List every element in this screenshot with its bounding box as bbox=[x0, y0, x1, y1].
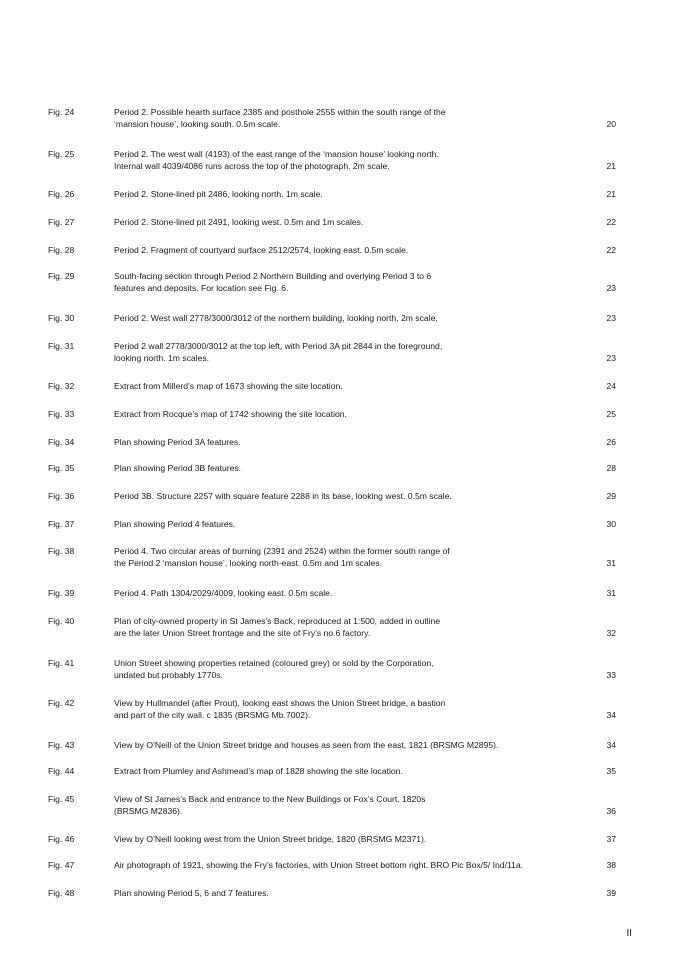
figure-caption bbox=[114, 859, 604, 871]
caption-line: looking north. 1m scales. bbox=[114, 353, 210, 363]
figure-caption bbox=[114, 312, 604, 324]
figure-number: Fig. 28 bbox=[48, 245, 75, 255]
figure-caption bbox=[114, 216, 604, 228]
figure-page-number: 28 bbox=[606, 463, 616, 473]
figure-caption bbox=[114, 380, 604, 392]
figure-number: Fig. 44 bbox=[48, 766, 75, 776]
caption-line: Period 2. Stone-lined pit 2491, looking west. 0.5m and 1m scales. bbox=[114, 217, 364, 227]
caption-line: Plan showing Period 5, 6 and 7 features. bbox=[114, 888, 269, 898]
figure-caption bbox=[114, 462, 604, 474]
figure-page-number: 30 bbox=[606, 519, 616, 529]
figure-number: Fig. 41 bbox=[48, 658, 75, 668]
figure-number: Fig. 26 bbox=[48, 189, 75, 199]
caption-line: and part of the city wall. c 1835 (BRSMG Mb.7002). bbox=[114, 710, 311, 720]
figure-page-number: 31 bbox=[606, 588, 616, 598]
figure-page-number: 37 bbox=[606, 834, 616, 844]
figure-caption bbox=[114, 490, 604, 502]
figure-number: Fig. 27 bbox=[48, 217, 75, 227]
figure-page-number: 23 bbox=[606, 313, 616, 323]
caption-line: the Period 2 ‘mansion house’, looking north-east. 0.5m and 1m scales. bbox=[114, 558, 382, 568]
figure-caption bbox=[114, 106, 604, 130]
caption-line: View by O’Neill of the Union Street bridge and houses as seen from the east, 1821 (BRSMG M2895). bbox=[114, 740, 499, 750]
figure-caption bbox=[114, 518, 604, 530]
figure-page-number: 20 bbox=[606, 119, 616, 129]
figure-page-number: 33 bbox=[606, 670, 616, 680]
figure-page-number: 24 bbox=[606, 381, 616, 391]
caption-line: Plan showing Period 3A features. bbox=[114, 437, 241, 447]
caption-line: Period 2. Possible hearth surface 2385 and posthole 2555 within the south range of the bbox=[114, 107, 446, 117]
caption-line: View by Hullmandel (after Prout), looking east shows the Union Street bridge, a bastion bbox=[114, 698, 446, 708]
figure-number: Fig. 47 bbox=[48, 860, 75, 870]
figure-number: Fig. 35 bbox=[48, 463, 75, 473]
figure-page-number: 29 bbox=[606, 491, 616, 501]
figure-number: Fig. 37 bbox=[48, 519, 75, 529]
caption-line: View by O’Neill looking west from the Union Street bridge, 1820 (BRSMG M2371). bbox=[114, 834, 427, 844]
caption-line: View of St James’s Back and entrance to the New Buildings or Fox’s Court, 1820s bbox=[114, 794, 426, 804]
figure-caption bbox=[114, 615, 604, 639]
figure-page-number: 31 bbox=[606, 558, 616, 568]
figure-number: Fig. 43 bbox=[48, 740, 75, 750]
figure-caption bbox=[114, 244, 604, 256]
figure-number: Fig. 39 bbox=[48, 588, 75, 598]
figure-number: Fig. 29 bbox=[48, 271, 75, 281]
caption-line: Period 2 wall 2778/3000/3012 at the top left, with Period 3A pit 2844 in the foreground, bbox=[114, 341, 443, 351]
figure-caption bbox=[114, 545, 604, 569]
caption-line: Air photograph of 1921, showing the Fry’s factories, with Union Street bottom right. BRO Pic Box/5/ Ind/11a. bbox=[114, 860, 524, 870]
caption-line: Period 2. The west wall (4193) of the east range of the ‘mansion house’ looking north. bbox=[114, 149, 439, 159]
caption-line: South-facing section through Period 2 Northern Building and overlying Period 3 to 6 bbox=[114, 271, 432, 281]
figure-page-number: 36 bbox=[606, 806, 616, 816]
figure-page-number: 22 bbox=[606, 245, 616, 255]
figure-caption bbox=[114, 657, 604, 681]
figure-page-number: 26 bbox=[606, 437, 616, 447]
figure-caption bbox=[114, 340, 604, 364]
figure-page-number: 35 bbox=[606, 766, 616, 776]
caption-line: Period 3B. Structure 2257 with square feature 2288 in its base, looking west. 0.5m scale. bbox=[114, 491, 452, 501]
figure-caption bbox=[114, 697, 604, 721]
figure-page-number: 34 bbox=[606, 710, 616, 720]
figure-number: Fig. 38 bbox=[48, 546, 75, 556]
figure-caption bbox=[114, 739, 604, 751]
figure-page-number: 22 bbox=[606, 217, 616, 227]
figure-number: Fig. 24 bbox=[48, 107, 75, 117]
figure-number: Fig. 33 bbox=[48, 409, 75, 419]
figure-number: Fig. 45 bbox=[48, 794, 75, 804]
figure-number: Fig. 30 bbox=[48, 313, 75, 323]
figure-caption bbox=[114, 270, 604, 294]
caption-line: Extract from Plumley and Ashmead’s map of 1828 showing the site location. bbox=[114, 766, 403, 776]
figure-caption bbox=[114, 408, 604, 420]
figure-page-number: 23 bbox=[606, 353, 616, 363]
figure-number: Fig. 32 bbox=[48, 381, 75, 391]
figure-number: Fig. 46 bbox=[48, 834, 75, 844]
figure-caption bbox=[114, 765, 604, 777]
figure-page-number: 39 bbox=[606, 888, 616, 898]
page-number: II bbox=[626, 928, 632, 939]
figure-caption bbox=[114, 148, 604, 172]
caption-line: Extract from Rocque’s map of 1742 showing the site location. bbox=[114, 409, 347, 419]
figure-page-number: 32 bbox=[606, 628, 616, 638]
caption-line: Internal wall 4039/4086 runs across the top of the photograph. 2m scale. bbox=[114, 161, 390, 171]
figure-number: Fig. 40 bbox=[48, 616, 75, 626]
figure-caption bbox=[114, 887, 604, 899]
figure-page-number: 34 bbox=[606, 740, 616, 750]
figure-page-number: 38 bbox=[606, 860, 616, 870]
caption-line: ‘mansion house’, looking south. 0.5m scale. bbox=[114, 119, 281, 129]
caption-line: Plan showing Period 3B features. bbox=[114, 463, 242, 473]
figure-page-number: 21 bbox=[606, 189, 616, 199]
figure-caption bbox=[114, 793, 604, 817]
caption-line: Period 2. Fragment of courtyard surface 2512/2574, looking east. 0.5m scale. bbox=[114, 245, 409, 255]
caption-line: features and deposits. For location see Fig. 6. bbox=[114, 283, 289, 293]
figure-caption bbox=[114, 587, 604, 599]
caption-line: undated but probably 1770s. bbox=[114, 670, 223, 680]
caption-line: Plan showing Period 4 features. bbox=[114, 519, 236, 529]
figure-caption bbox=[114, 188, 604, 200]
figure-number: Fig. 48 bbox=[48, 888, 75, 898]
figure-number: Fig. 34 bbox=[48, 437, 75, 447]
figure-caption bbox=[114, 436, 604, 448]
figure-page-number: 23 bbox=[606, 283, 616, 293]
figure-caption bbox=[114, 833, 604, 845]
caption-line: Period 4. Path 1304/2029/4009, looking east. 0.5m scale. bbox=[114, 588, 333, 598]
figure-number: Fig. 31 bbox=[48, 341, 75, 351]
caption-line: Period 2. Stone-lined pit 2486, looking north. 1m scale. bbox=[114, 189, 323, 199]
caption-line: are the later Union Street frontage and the site of Fry’s no.6 factory. bbox=[114, 628, 371, 638]
caption-line: Period 2. West wall 2778/3000/3012 of the northern building, looking north. 2m scale. bbox=[114, 313, 438, 323]
caption-line: Period 4. Two circular areas of burning (2391 and 2524) within the former south range of bbox=[114, 546, 450, 556]
figure-page-number: 21 bbox=[606, 161, 616, 171]
figure-number: Fig. 42 bbox=[48, 698, 75, 708]
figure-number: Fig. 25 bbox=[48, 149, 75, 159]
caption-line: Plan of city-owned property in St James’s Back, reproduced at 1:500, added in outline bbox=[114, 616, 441, 626]
caption-line: Extract from Millerd’s map of 1673 showing the site location. bbox=[114, 381, 343, 391]
caption-line: Union Street showing properties retained (coloured grey) or sold by the Corporation, bbox=[114, 658, 434, 668]
caption-line: (BRSMG M2836). bbox=[114, 806, 183, 816]
figure-page-number: 25 bbox=[606, 409, 616, 419]
figure-number: Fig. 36 bbox=[48, 491, 75, 501]
